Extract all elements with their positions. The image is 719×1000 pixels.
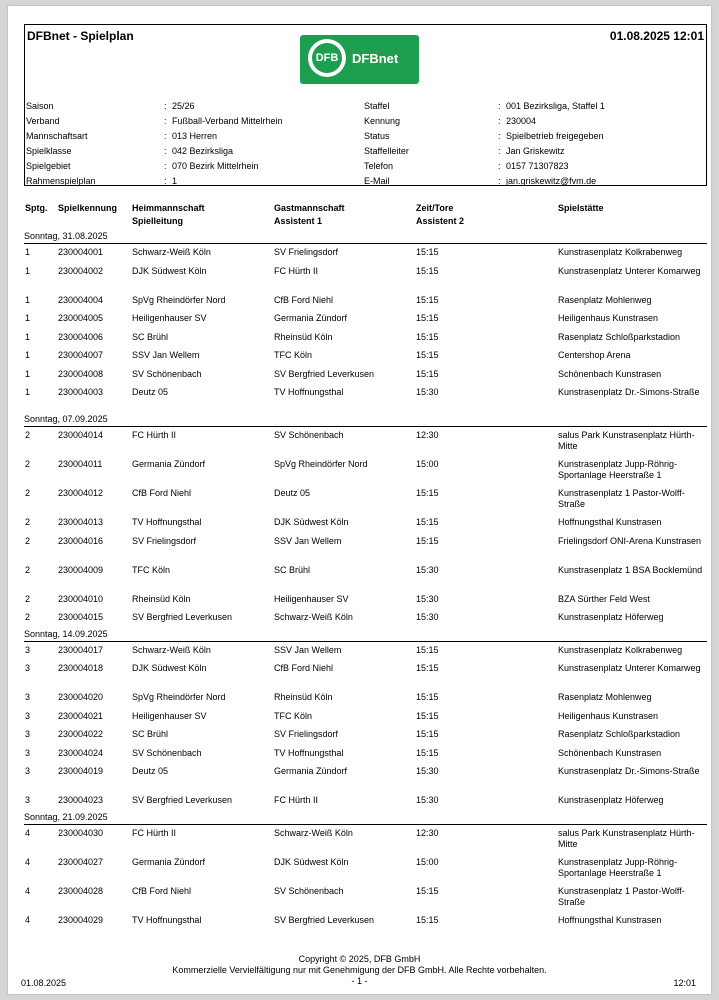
info-label: Kennung bbox=[364, 116, 401, 126]
cell-venue: Hoffnungsthal Kunstrasen bbox=[558, 517, 662, 527]
cell-venue: Heiligenhaus Kunstrasen bbox=[558, 710, 659, 721]
info-row bbox=[26, 129, 283, 144]
cell-venue: BZA Sürther Feld West bbox=[558, 593, 650, 604]
info-separator: : bbox=[164, 131, 167, 141]
cell-away-team: Germania Zündorf bbox=[274, 313, 348, 323]
info-separator: : bbox=[164, 116, 167, 126]
info-label: Spielklasse bbox=[26, 146, 72, 156]
table-row bbox=[24, 792, 707, 811]
document-page bbox=[8, 6, 711, 994]
info-row bbox=[26, 99, 283, 114]
cell-home-team: Heiligenhauser SV bbox=[132, 710, 207, 721]
cell-away-team: TFC Köln bbox=[274, 350, 313, 360]
cell-venue: Schönenbach Kunstrasen bbox=[558, 368, 662, 379]
col-assistent2-label: Assistent 2 bbox=[416, 216, 465, 226]
cell-home-team: Deutz 05 bbox=[132, 387, 169, 397]
cell-time: 15:30 bbox=[416, 593, 439, 604]
info-separator: : bbox=[498, 101, 501, 111]
cell-kennung: 230004014 bbox=[58, 430, 104, 440]
col-assistent1-label: Assistent 1 bbox=[274, 216, 323, 226]
info-label: Mannschaftsart bbox=[26, 131, 88, 141]
info-separator: : bbox=[498, 131, 501, 141]
cell-away-team: Schwarz-Weiß Köln bbox=[274, 827, 353, 838]
cell-kennung: 230004015 bbox=[58, 612, 104, 622]
cell-home-team: Germania Zündorf bbox=[132, 459, 206, 469]
table-row bbox=[24, 384, 707, 413]
table-row bbox=[24, 244, 707, 263]
info-separator: : bbox=[164, 161, 167, 171]
cell-venue: Hoffnungsthal Kunstrasen bbox=[558, 914, 662, 925]
cell-time: 15:15 bbox=[416, 747, 439, 758]
info-label: Staffelleiter bbox=[364, 146, 409, 156]
cell-sptg: 1 bbox=[25, 247, 31, 257]
cell-sptg: 2 bbox=[25, 564, 31, 575]
info-row bbox=[364, 114, 605, 129]
cell-home-team: SV Bergfried Leverkusen bbox=[132, 795, 233, 805]
cell-kennung: 230004019 bbox=[58, 766, 104, 776]
cell-away-team: SC Brühl bbox=[274, 564, 311, 575]
cell-home-team: SV Schönenbach bbox=[132, 368, 202, 379]
cell-venue: Rasenplatz Mohlenweg bbox=[558, 294, 652, 305]
cell-home-team: FC Hürth II bbox=[132, 827, 177, 838]
cell-sptg: 3 bbox=[25, 663, 31, 673]
info-label: Verband bbox=[26, 116, 60, 126]
cell-time: 15:00 bbox=[416, 459, 439, 469]
cell-away-team: CfB Ford Niehl bbox=[274, 294, 334, 305]
info-row bbox=[364, 174, 605, 189]
cell-venue: Kunstrasenplatz 1 Pastor-Wolff-Straße bbox=[558, 885, 685, 907]
cell-time: 15:00 bbox=[416, 856, 439, 867]
table-row bbox=[24, 533, 707, 562]
cell-sptg: 2 bbox=[25, 593, 31, 604]
cell-kennung: 230004006 bbox=[58, 331, 104, 342]
info-separator: : bbox=[164, 101, 167, 111]
logo-text: DFBnet bbox=[352, 51, 399, 66]
cell-home-team: TV Hoffnungsthal bbox=[132, 914, 202, 925]
col-zeit-label: Zeit/Tore bbox=[416, 203, 454, 213]
col-heim-label: Heimmannschaft bbox=[132, 203, 205, 213]
cell-away-team: Rheinsüd Köln bbox=[274, 331, 333, 342]
matchday-title: Sonntag, 14.09.2025 bbox=[24, 628, 707, 642]
cell-home-team: SV Frielingsdorf bbox=[132, 535, 197, 546]
info-label: Saison bbox=[26, 101, 54, 111]
info-separator: : bbox=[498, 161, 501, 171]
info-value: Fußball-Verband Mittelrhein bbox=[172, 116, 283, 126]
table-row bbox=[24, 263, 707, 292]
cell-kennung: 230004027 bbox=[58, 856, 104, 867]
cell-time: 15:15 bbox=[416, 368, 439, 379]
cell-away-team: SV Bergfried Leverkusen bbox=[274, 914, 375, 925]
cell-away-team: SV Frielingsdorf bbox=[274, 729, 339, 739]
info-row bbox=[26, 174, 283, 189]
footer-notice: Kommerzielle Vervielfältigung nur mit Genehmigung der DFB GmbH. Alle Rechte vorbehalten. bbox=[172, 965, 547, 975]
table-row bbox=[24, 427, 707, 456]
cell-home-team: SpVg Rheindörfer Nord bbox=[132, 294, 226, 305]
cell-kennung: 230004001 bbox=[58, 247, 104, 257]
cell-kennung: 230004021 bbox=[58, 710, 104, 721]
info-value: 001 Bezirksliga, Staffel 1 bbox=[506, 101, 605, 111]
cell-kennung: 230004007 bbox=[58, 350, 104, 360]
cell-time: 15:15 bbox=[416, 294, 439, 305]
cell-time: 15:30 bbox=[416, 564, 439, 575]
cell-home-team: SV Schönenbach bbox=[132, 747, 202, 758]
table-row bbox=[24, 825, 707, 854]
table-row bbox=[24, 485, 707, 514]
table-row bbox=[24, 456, 707, 485]
table-row bbox=[24, 562, 707, 591]
table-row bbox=[24, 292, 707, 311]
info-value: 070 Bezirk Mittelrhein bbox=[172, 161, 259, 171]
cell-home-team: SC Brühl bbox=[132, 729, 169, 739]
cell-kennung: 230004029 bbox=[58, 914, 104, 925]
matchday-section bbox=[24, 811, 707, 931]
cell-sptg: 1 bbox=[25, 313, 31, 323]
matchday-title: Sonntag, 07.09.2025 bbox=[24, 413, 707, 427]
cell-away-team: SV Schönenbach bbox=[274, 885, 344, 896]
cell-sptg: 4 bbox=[25, 856, 31, 867]
cell-time: 15:15 bbox=[416, 663, 439, 673]
info-value: 042 Bezirksliga bbox=[172, 146, 234, 156]
footer-page: - 1 - bbox=[351, 976, 368, 986]
info-label: Telefon bbox=[364, 161, 394, 171]
table-row bbox=[24, 329, 707, 348]
cell-kennung: 230004011 bbox=[58, 459, 103, 469]
info-separator: : bbox=[498, 176, 501, 186]
table-row bbox=[24, 763, 707, 792]
table-row bbox=[24, 726, 707, 745]
cell-kennung: 230004013 bbox=[58, 517, 104, 527]
col-gast-label: Gastmannschaft bbox=[274, 203, 345, 213]
cell-away-team: TFC Köln bbox=[274, 710, 313, 721]
cell-venue: Centershop Arena bbox=[558, 350, 631, 360]
cell-time: 15:15 bbox=[416, 914, 439, 925]
cell-away-team: DJK Südwest Köln bbox=[274, 517, 349, 527]
table-row bbox=[24, 854, 707, 883]
info-value: jan.griskewitz@fvm.de bbox=[506, 176, 597, 186]
cell-time: 15:15 bbox=[416, 350, 439, 360]
cell-kennung: 230004018 bbox=[58, 663, 104, 673]
cell-away-team: SSV Jan Wellem bbox=[274, 535, 342, 546]
cell-away-team: TV Hoffnungsthal bbox=[274, 747, 344, 758]
info-value: 25/26 bbox=[172, 101, 195, 111]
cell-venue: Kunstrasenplatz Dr.-Simons-Straße bbox=[558, 387, 700, 397]
table-row bbox=[24, 708, 707, 727]
cell-time: 15:15 bbox=[416, 331, 439, 342]
info-separator: : bbox=[164, 146, 167, 156]
cell-home-team: Deutz 05 bbox=[132, 766, 169, 776]
dfb-emblem-mark: DFB bbox=[312, 43, 342, 73]
col-sptg: Sptg. bbox=[25, 203, 48, 213]
cell-sptg: 3 bbox=[25, 710, 31, 721]
cell-venue: Schönenbach Kunstrasen bbox=[558, 747, 662, 758]
cell-sptg: 2 bbox=[25, 459, 31, 469]
col-spielleitung-label: Spielleitung bbox=[132, 216, 184, 226]
info-row bbox=[364, 159, 605, 174]
info-row bbox=[364, 129, 605, 144]
cell-sptg: 2 bbox=[25, 517, 31, 527]
cell-sptg: 2 bbox=[25, 535, 31, 546]
cell-time: 15:15 bbox=[416, 247, 439, 257]
cell-venue: Rasenplatz Schloßparkstadion bbox=[558, 729, 681, 739]
cell-kennung: 230004028 bbox=[58, 885, 104, 896]
table-row bbox=[24, 660, 707, 689]
cell-away-team: SpVg Rheindörfer Nord bbox=[274, 459, 368, 469]
table-row bbox=[24, 689, 707, 708]
table-row bbox=[24, 883, 707, 912]
cell-time: 15:30 bbox=[416, 612, 439, 622]
cell-sptg: 1 bbox=[25, 294, 31, 305]
info-label: Rahmenspielplan bbox=[26, 176, 96, 186]
cell-home-team: Germania Zündorf bbox=[132, 856, 206, 867]
cell-kennung: 230004003 bbox=[58, 387, 104, 397]
header-box bbox=[24, 24, 707, 186]
cell-sptg: 1 bbox=[25, 387, 31, 397]
cell-home-team: FC Hürth II bbox=[132, 430, 177, 440]
info-value: 013 Herren bbox=[172, 131, 218, 141]
cell-time: 15:15 bbox=[416, 517, 439, 527]
cell-sptg: 3 bbox=[25, 692, 31, 702]
col-zeit bbox=[416, 202, 556, 228]
cell-away-team: Heiligenhauser SV bbox=[274, 593, 349, 604]
document-datetime: 01.08.2025 12:01 bbox=[609, 29, 704, 43]
table-row bbox=[24, 591, 707, 610]
cell-home-team: SV Bergfried Leverkusen bbox=[132, 612, 233, 622]
cell-time: 15:15 bbox=[416, 488, 439, 498]
cell-venue: Kunstrasenplatz 1 Pastor-Wolff-Straße bbox=[558, 488, 685, 509]
info-label: Status bbox=[364, 131, 390, 141]
cell-home-team: Schwarz-Weiß Köln bbox=[132, 247, 211, 257]
table-row bbox=[24, 347, 707, 366]
col-heim bbox=[132, 202, 272, 228]
cell-home-team: Schwarz-Weiß Köln bbox=[132, 644, 211, 655]
cell-away-team: SSV Jan Wellem bbox=[274, 644, 342, 655]
cell-kennung: 230004010 bbox=[58, 593, 104, 604]
cell-away-team: SV Frielingsdorf bbox=[274, 247, 339, 257]
cell-kennung: 230004004 bbox=[58, 294, 104, 305]
cell-time: 15:15 bbox=[416, 692, 439, 702]
cell-kennung: 230004009 bbox=[58, 564, 104, 575]
cell-kennung: 230004002 bbox=[58, 265, 104, 276]
matchday-title: Sonntag, 31.08.2025 bbox=[24, 230, 707, 244]
cell-time: 15:30 bbox=[416, 387, 439, 397]
cell-away-team: SV Bergfried Leverkusen bbox=[274, 368, 375, 379]
cell-home-team: SpVg Rheindörfer Nord bbox=[132, 692, 226, 702]
cell-sptg: 3 bbox=[25, 644, 31, 655]
cell-venue: Rasenplatz Mohlenweg bbox=[558, 692, 652, 702]
col-spielstaette: Spielstätte bbox=[558, 203, 604, 213]
cell-venue: Kunstrasenplatz Kolkrabenweg bbox=[558, 247, 683, 257]
matchday-section bbox=[24, 413, 707, 628]
cell-home-team: SSV Jan Wellem bbox=[132, 350, 200, 360]
cell-kennung: 230004020 bbox=[58, 692, 104, 702]
cell-sptg: 3 bbox=[25, 795, 31, 805]
cell-home-team: TV Hoffnungsthal bbox=[132, 517, 202, 527]
info-label: Staffel bbox=[364, 101, 390, 111]
cell-time: 15:15 bbox=[416, 313, 439, 323]
cell-away-team: Germania Zündorf bbox=[274, 766, 348, 776]
cell-home-team: DJK Südwest Köln bbox=[132, 663, 207, 673]
cell-home-team: TFC Köln bbox=[132, 564, 171, 575]
cell-sptg: 4 bbox=[25, 885, 31, 896]
cell-kennung: 230004024 bbox=[58, 747, 104, 758]
info-label: Spielgebiet bbox=[26, 161, 71, 171]
cell-venue: Rasenplatz Schloßparkstadion bbox=[558, 331, 681, 342]
cell-sptg: 3 bbox=[25, 729, 31, 739]
info-row bbox=[364, 144, 605, 159]
matchday-section bbox=[24, 628, 707, 811]
info-right bbox=[364, 99, 605, 189]
page-content bbox=[24, 24, 707, 925]
info-value: Jan Griskewitz bbox=[506, 146, 565, 156]
cell-home-team: Rheinsüd Köln bbox=[132, 593, 191, 604]
cell-sptg: 2 bbox=[25, 430, 31, 440]
table-row bbox=[24, 514, 707, 533]
cell-sptg: 1 bbox=[25, 350, 31, 360]
cell-away-team: Rheinsüd Köln bbox=[274, 692, 333, 702]
table-row bbox=[24, 366, 707, 385]
info-value: Spielbetrieb freigegeben bbox=[506, 131, 604, 141]
info-separator: : bbox=[498, 116, 501, 126]
cell-venue: Frielingsdorf ONI-Arena Kunstrasen bbox=[558, 535, 702, 546]
info-row bbox=[364, 99, 605, 114]
cell-home-team: CfB Ford Niehl bbox=[132, 488, 192, 498]
matchday-title: Sonntag, 21.09.2025 bbox=[24, 811, 707, 825]
info-row bbox=[26, 159, 283, 174]
cell-away-team: FC Hürth II bbox=[274, 795, 319, 805]
cell-kennung: 230004005 bbox=[58, 313, 104, 323]
cell-venue: Kunstrasenplatz Unterer Komarweg bbox=[558, 663, 701, 673]
cell-venue: salus Park Kunstrasenplatz Hürth-Mitte bbox=[558, 827, 695, 849]
cell-kennung: 230004022 bbox=[58, 729, 104, 739]
cell-venue: salus Park Kunstrasenplatz Hürth-Mitte bbox=[558, 430, 695, 451]
cell-venue: Heiligenhaus Kunstrasen bbox=[558, 313, 659, 323]
cell-time: 15:15 bbox=[416, 265, 439, 276]
cell-away-team: CfB Ford Niehl bbox=[274, 663, 334, 673]
cell-home-team: SC Brühl bbox=[132, 331, 169, 342]
cell-kennung: 230004012 bbox=[58, 488, 104, 498]
info-row bbox=[26, 114, 283, 129]
match-table bbox=[24, 230, 707, 930]
cell-sptg: 3 bbox=[25, 747, 31, 758]
cell-sptg: 2 bbox=[25, 488, 31, 498]
info-separator: : bbox=[498, 146, 501, 156]
cell-sptg: 1 bbox=[25, 265, 31, 276]
cell-sptg: 4 bbox=[25, 914, 31, 925]
table-row bbox=[24, 912, 707, 931]
cell-time: 15:15 bbox=[416, 885, 439, 896]
cell-away-team: SV Schönenbach bbox=[274, 430, 344, 440]
cell-sptg: 3 bbox=[25, 766, 31, 776]
cell-time: 15:15 bbox=[416, 535, 439, 546]
cell-kennung: 230004030 bbox=[58, 827, 104, 838]
table-row bbox=[24, 745, 707, 764]
matchday-section bbox=[24, 230, 707, 413]
cell-time: 15:30 bbox=[416, 766, 439, 776]
footer-time: 12:01 bbox=[673, 978, 696, 988]
info-left bbox=[26, 99, 283, 189]
table-row bbox=[24, 642, 707, 661]
cell-home-team: DJK Südwest Köln bbox=[132, 265, 207, 276]
cell-sptg: 1 bbox=[25, 331, 31, 342]
cell-away-team: Schwarz-Weiß Köln bbox=[274, 612, 353, 622]
cell-kennung: 230004023 bbox=[58, 795, 104, 805]
cell-time: 12:30 bbox=[416, 827, 439, 838]
cell-sptg: 4 bbox=[25, 827, 31, 838]
info-value: 1 bbox=[172, 176, 178, 186]
info-label: E-Mail bbox=[364, 176, 390, 186]
cell-venue: Kunstrasenplatz Unterer Komarweg bbox=[558, 265, 701, 276]
cell-venue: Kunstrasenplatz Kolkrabenweg bbox=[558, 644, 683, 655]
cell-kennung: 230004016 bbox=[58, 535, 104, 546]
cell-away-team: Deutz 05 bbox=[274, 488, 311, 498]
document-title: DFBnet - Spielplan bbox=[27, 29, 134, 43]
dfb-emblem-icon bbox=[308, 39, 346, 77]
cell-away-team: DJK Südwest Köln bbox=[274, 856, 349, 867]
cell-venue: Kunstrasenplatz 1 BSA Bocklemünd bbox=[558, 564, 703, 575]
cell-time: 15:15 bbox=[416, 710, 439, 721]
cell-sptg: 1 bbox=[25, 368, 31, 379]
cell-away-team: FC Hürth II bbox=[274, 265, 319, 276]
cell-kennung: 230004008 bbox=[58, 368, 104, 379]
col-kennung: Spielkennung bbox=[58, 203, 118, 213]
cell-venue: Kunstrasenplatz Dr.-Simons-Straße bbox=[558, 766, 700, 776]
cell-time: 15:30 bbox=[416, 795, 439, 805]
info-value: 230004 bbox=[506, 116, 537, 126]
info-row bbox=[26, 144, 283, 159]
col-gast bbox=[274, 202, 414, 228]
cell-venue: Kunstrasenplatz Höferweg bbox=[558, 612, 664, 622]
info-value: 0157 71307823 bbox=[506, 161, 569, 171]
cell-time: 15:15 bbox=[416, 644, 439, 655]
cell-venue: Kunstrasenplatz Höferweg bbox=[558, 795, 664, 805]
cell-kennung: 230004017 bbox=[58, 644, 104, 655]
info-separator: : bbox=[164, 176, 167, 186]
cell-home-team: CfB Ford Niehl bbox=[132, 885, 192, 896]
footer-date: 01.08.2025 bbox=[21, 978, 67, 988]
cell-time: 15:15 bbox=[416, 729, 439, 739]
footer-copyright: Copyright © 2025, DFB GmbH bbox=[298, 954, 421, 964]
cell-home-team: Heiligenhauser SV bbox=[132, 313, 207, 323]
cell-sptg: 2 bbox=[25, 612, 31, 622]
cell-venue: Kunstrasenplatz Jupp-Röhrig-Sportanlage Heerstraße 1 bbox=[558, 856, 678, 878]
cell-venue: Kunstrasenplatz Jupp-Röhrig-Sportanlage Heerstraße 1 bbox=[558, 459, 678, 480]
dfbnet-logo bbox=[300, 35, 419, 84]
cell-time: 12:30 bbox=[416, 430, 439, 440]
table-row bbox=[24, 310, 707, 329]
cell-away-team: TV Hoffnungsthal bbox=[274, 387, 344, 397]
table-row bbox=[24, 609, 707, 628]
